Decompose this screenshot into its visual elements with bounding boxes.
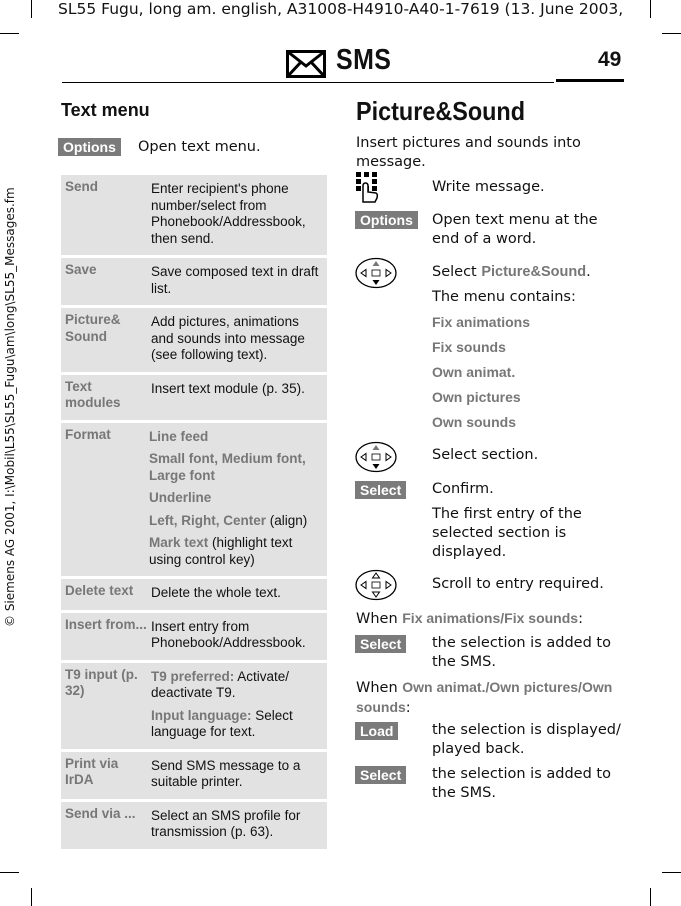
format-mark-note: (highlight text using control key) [149,535,293,567]
row-key: Send via ... [61,802,147,849]
select-section-text: Select section. [432,447,539,463]
first-entry-text: The first entry of the selected section is displayed. [432,506,582,560]
t9-language-note: Select language for text. [151,707,293,739]
menu-item-own-animat: Own animat. [432,364,516,380]
row-key: Insert from... [61,613,147,660]
crop-mark [0,872,19,873]
t9-language: Input language: [151,707,252,723]
selection-added-text: the selection is added to the SMS. [432,635,611,670]
row-key: Send [61,175,147,255]
table-row [61,579,327,610]
table-row [61,375,327,420]
load-softkey[interactable]: Load [355,721,398,740]
options-softkey-2[interactable]: Options [355,210,418,229]
menu-item-own-sounds: Own sounds [432,414,516,430]
menu-item-fix-sounds: Fix sounds [432,339,506,355]
scroll-text: Scroll to entry required. [432,576,604,592]
options-softkey[interactable]: Options [58,137,121,156]
t9-preferred-note: Activate/ deactivate T9. [151,668,290,700]
select-picture-sound: Select Picture&Sound. [432,264,591,280]
page-number: 49 [598,48,622,71]
options-text: Open text menu at the end of a word. [432,212,598,247]
row-value: Insert entry from Phonebook/Addressbook. [147,613,327,660]
crop-mark [650,888,651,906]
table-row [61,308,327,372]
envelope-icon [286,50,326,78]
menu-item-own-pictures: Own pictures [432,389,521,405]
row-value: Add pictures, animations and sounds into message (see following text). [147,308,327,372]
row-key: Text modules [61,375,147,420]
row-key: Save [61,258,147,305]
side-copyright: © Siemens AG 2001, I:\Mobil\L55\SL55_Fugu\am\long\SL55_Messages.fm [3,187,17,627]
when-own-text: When Own animat./Own pictures/Own sounds: [356,679,613,716]
select-softkey-3[interactable]: Select [355,765,406,784]
table-row [61,613,327,660]
chapter-title: SMS [336,44,392,76]
format-align-note: (align) [266,512,308,528]
row-value: Send SMS message to a suitable printer. [147,752,327,799]
format-align: Left, Right, Center [149,512,266,528]
picture-sound-heading: Picture&Sound [356,96,526,126]
row-value: Insert text module (p. 35). [147,375,327,420]
navigation-key-icon [355,257,397,289]
when-fix-text: When Fix animations/Fix sounds: [356,610,583,627]
text-menu-intro: Open text menu. [138,139,261,155]
row-value [147,423,327,577]
table-row [61,663,327,749]
row-value [147,663,327,749]
table-row [61,258,327,305]
row-key: Print via IrDA [61,752,147,799]
row-value: Select an SMS profile for transmission (p. 63). [147,802,327,849]
confirm-text: Confirm. [432,481,494,497]
row-value: Delete the whole text. [147,579,327,610]
crop-mark [662,872,681,873]
load-text: the selection is displayed/ played back. [432,722,621,757]
row-value: Enter recipient's phone number/select from Phonebook/Addressbook, then send. [147,175,327,255]
select-softkey[interactable]: Select [355,480,406,499]
text-menu-table [61,172,327,852]
page-number-rule [556,79,624,82]
running-header: SL55 Fugu, long am. english, A31008-H4910-A40-1-7619 (13. June 2003, [58,0,624,18]
table-row [61,175,327,255]
row-key: T9 input (p. 32) [61,663,147,749]
table-row [61,752,327,799]
row-key: Format [61,423,147,577]
text-menu-heading: Text menu [61,100,150,120]
row-key: Delete text [61,579,147,610]
keypad-icon [356,172,384,204]
crop-mark [31,888,32,906]
navigation-key-icon [355,569,397,601]
header-rule [62,82,554,83]
format-fonts: Small font, Medium font, Large font [149,451,306,483]
menu-item-fix-animations: Fix animations [432,314,531,330]
table-row [61,423,327,577]
crop-mark [662,33,681,34]
format-mark: Mark text [149,535,209,550]
selection-added-text-2: the selection is added to the SMS. [432,766,611,801]
menu-contains-text: The menu contains: [432,289,576,305]
write-message-text: Write message. [432,179,545,195]
table-row [61,802,327,849]
row-value: Save composed text in draft list. [147,258,327,305]
crop-mark [0,33,19,34]
picture-sound-intro: Insert pictures and sounds into message. [356,135,581,170]
crop-mark [31,0,32,18]
format-underline: Underline [149,490,212,505]
select-softkey-2[interactable]: Select [355,634,406,653]
t9-preferred: T9 preferred: [151,668,235,684]
format-line-feed: Line feed [149,428,209,444]
crop-mark [650,0,651,18]
navigation-key-icon [355,441,397,473]
row-key: Picture& Sound [61,308,147,372]
